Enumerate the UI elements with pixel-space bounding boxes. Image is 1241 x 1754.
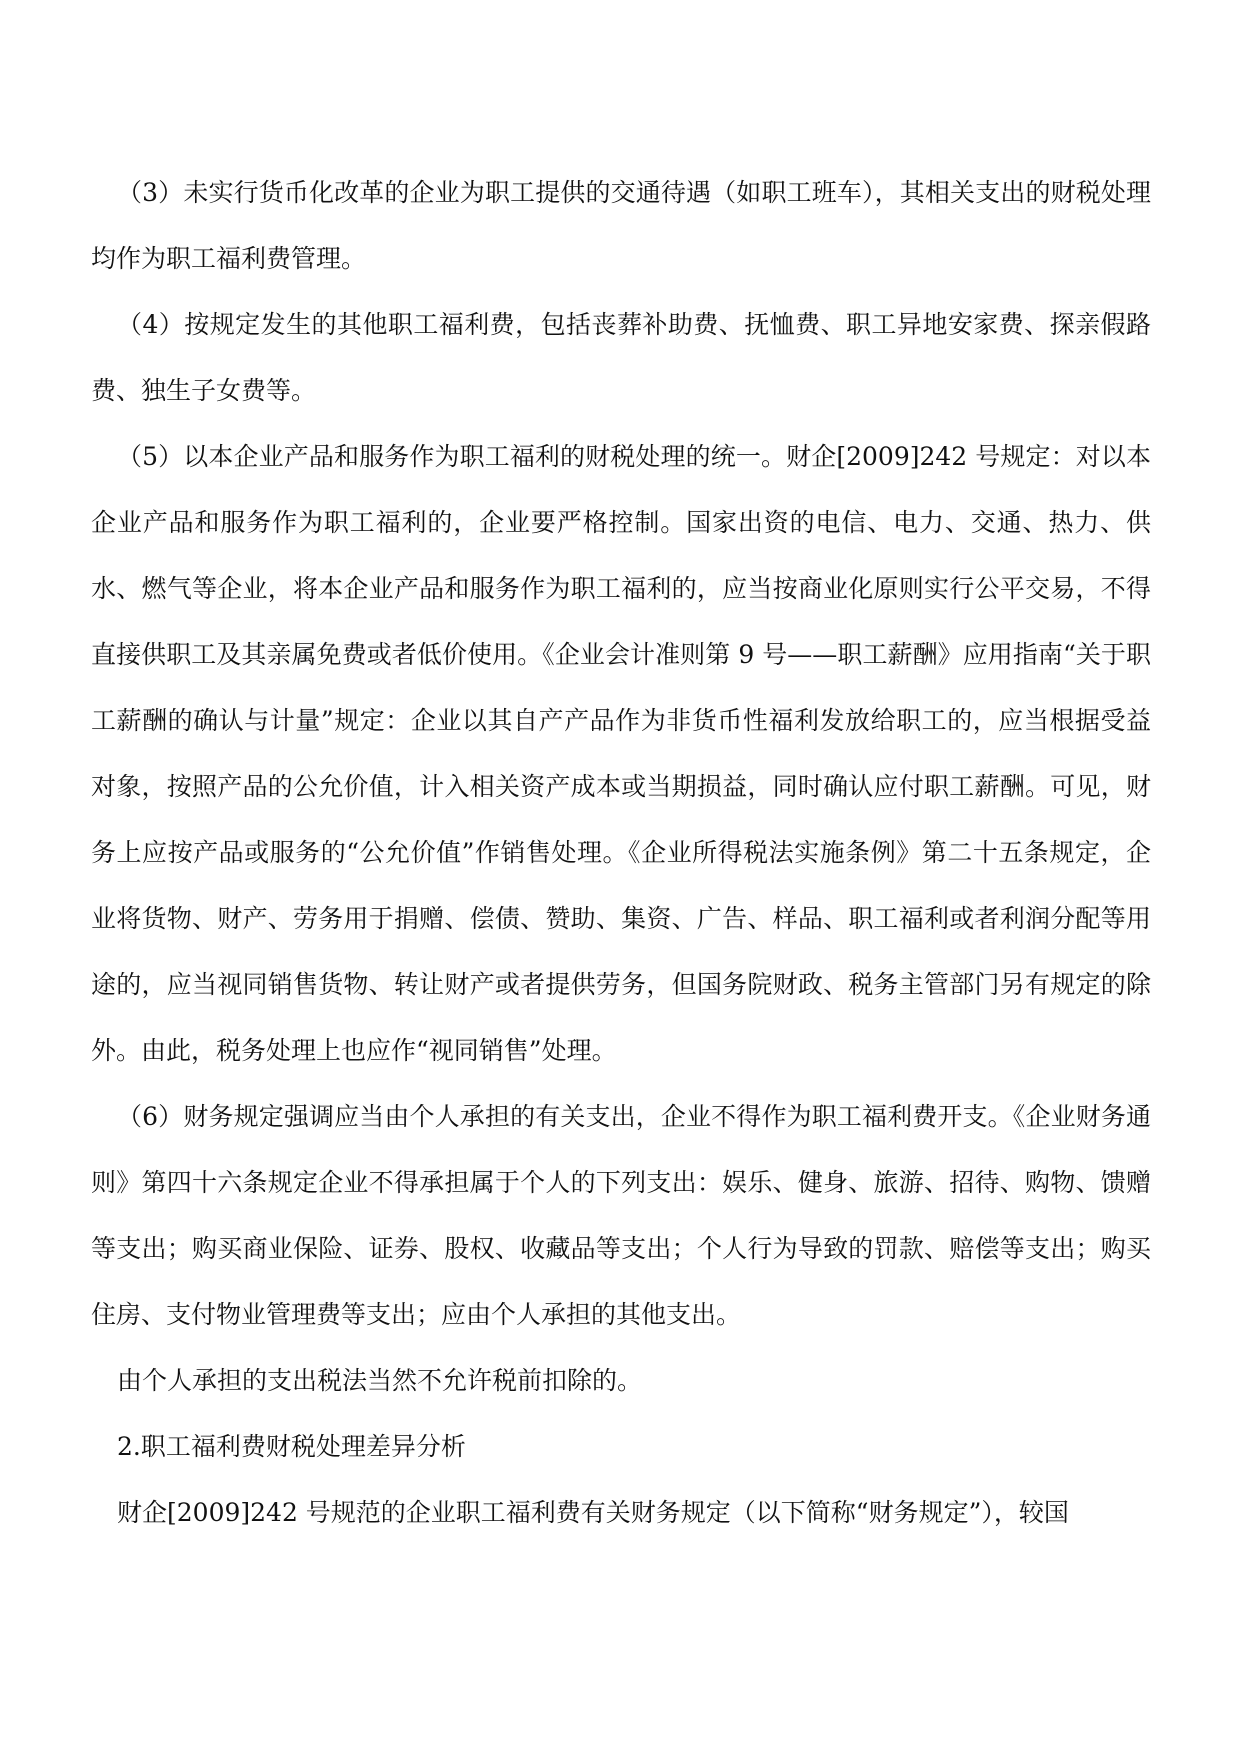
paragraph-financial-regulation: 财企[2009]242 号规范的企业职工福利费有关财务规定（以下简称“财务规定”），较国 — [117, 1498, 1069, 1527]
paragraph-item-5: （5）以本企业产品和服务作为职工福利的财税处理的统一。财企[2009]242 号规定：对以本企业产品和服务作为职工福利的，企业要严格控制。国家出资的电信、电力、交通、热力、供水、燃气等企业，将本企业产品和服务作为职工福利的，应当按商业化原则实行公平交易，不得直接供职工及其亲属免费或者低价使用。《企业会计准则第 9 号——职工薪酬》应用指南“关于职工薪酬的确认与计量”规定：企业以其自产产品作为非货币性福利发放给职工的，应当根据受益对象，按照产品的公允价值，计入相关资产成本或当期损益，同时确认应付职工薪酬。可见，财务上应按产品或服务的“公允价值”作销售处理。《企业所得税法实施条例》第二十五条规定，企业将货物、财产、劳务用于捐赠、偿债、赞助、集资、广告、样品、职工福利或者利润分配等用途的，应当视同销售货物、转让财产或者提供劳务，但国务院财政、税务主管部门另有规定的除外。由此，税务处理上也应作“视同销售”处理。 — [91, 442, 1151, 1065]
document-body — [91, 160, 1151, 1546]
paragraph-item-4: （4）按规定发生的其他职工福利费，包括丧葬补助费、抚恤费、职工异地安家费、探亲假路费、独生子女费等。 — [91, 310, 1151, 405]
paragraph-item-6: （6）财务规定强调应当由个人承担的有关支出，企业不得作为职工福利费开支。《企业财务通则》第四十六条规定企业不得承担属于个人的下列支出：娱乐、健身、旅游、招待、购物、馈赠等支出；购买商业保险、证券、股权、收藏品等支出；个人行为导致的罚款、赔偿等支出；购买住房、支付物业管理费等支出；应由个人承担的其他支出。 — [91, 1102, 1151, 1329]
paragraph-item-3: （3）未实行货币化改革的企业为职工提供的交通待遇（如职工班车），其相关支出的财税处理均作为职工福利费管理。 — [91, 178, 1151, 273]
section-heading: 2.职工福利费财税处理差异分析 — [117, 1432, 466, 1461]
paragraph-personal-expense-note: 由个人承担的支出税法当然不允许税前扣除的。 — [117, 1366, 643, 1395]
